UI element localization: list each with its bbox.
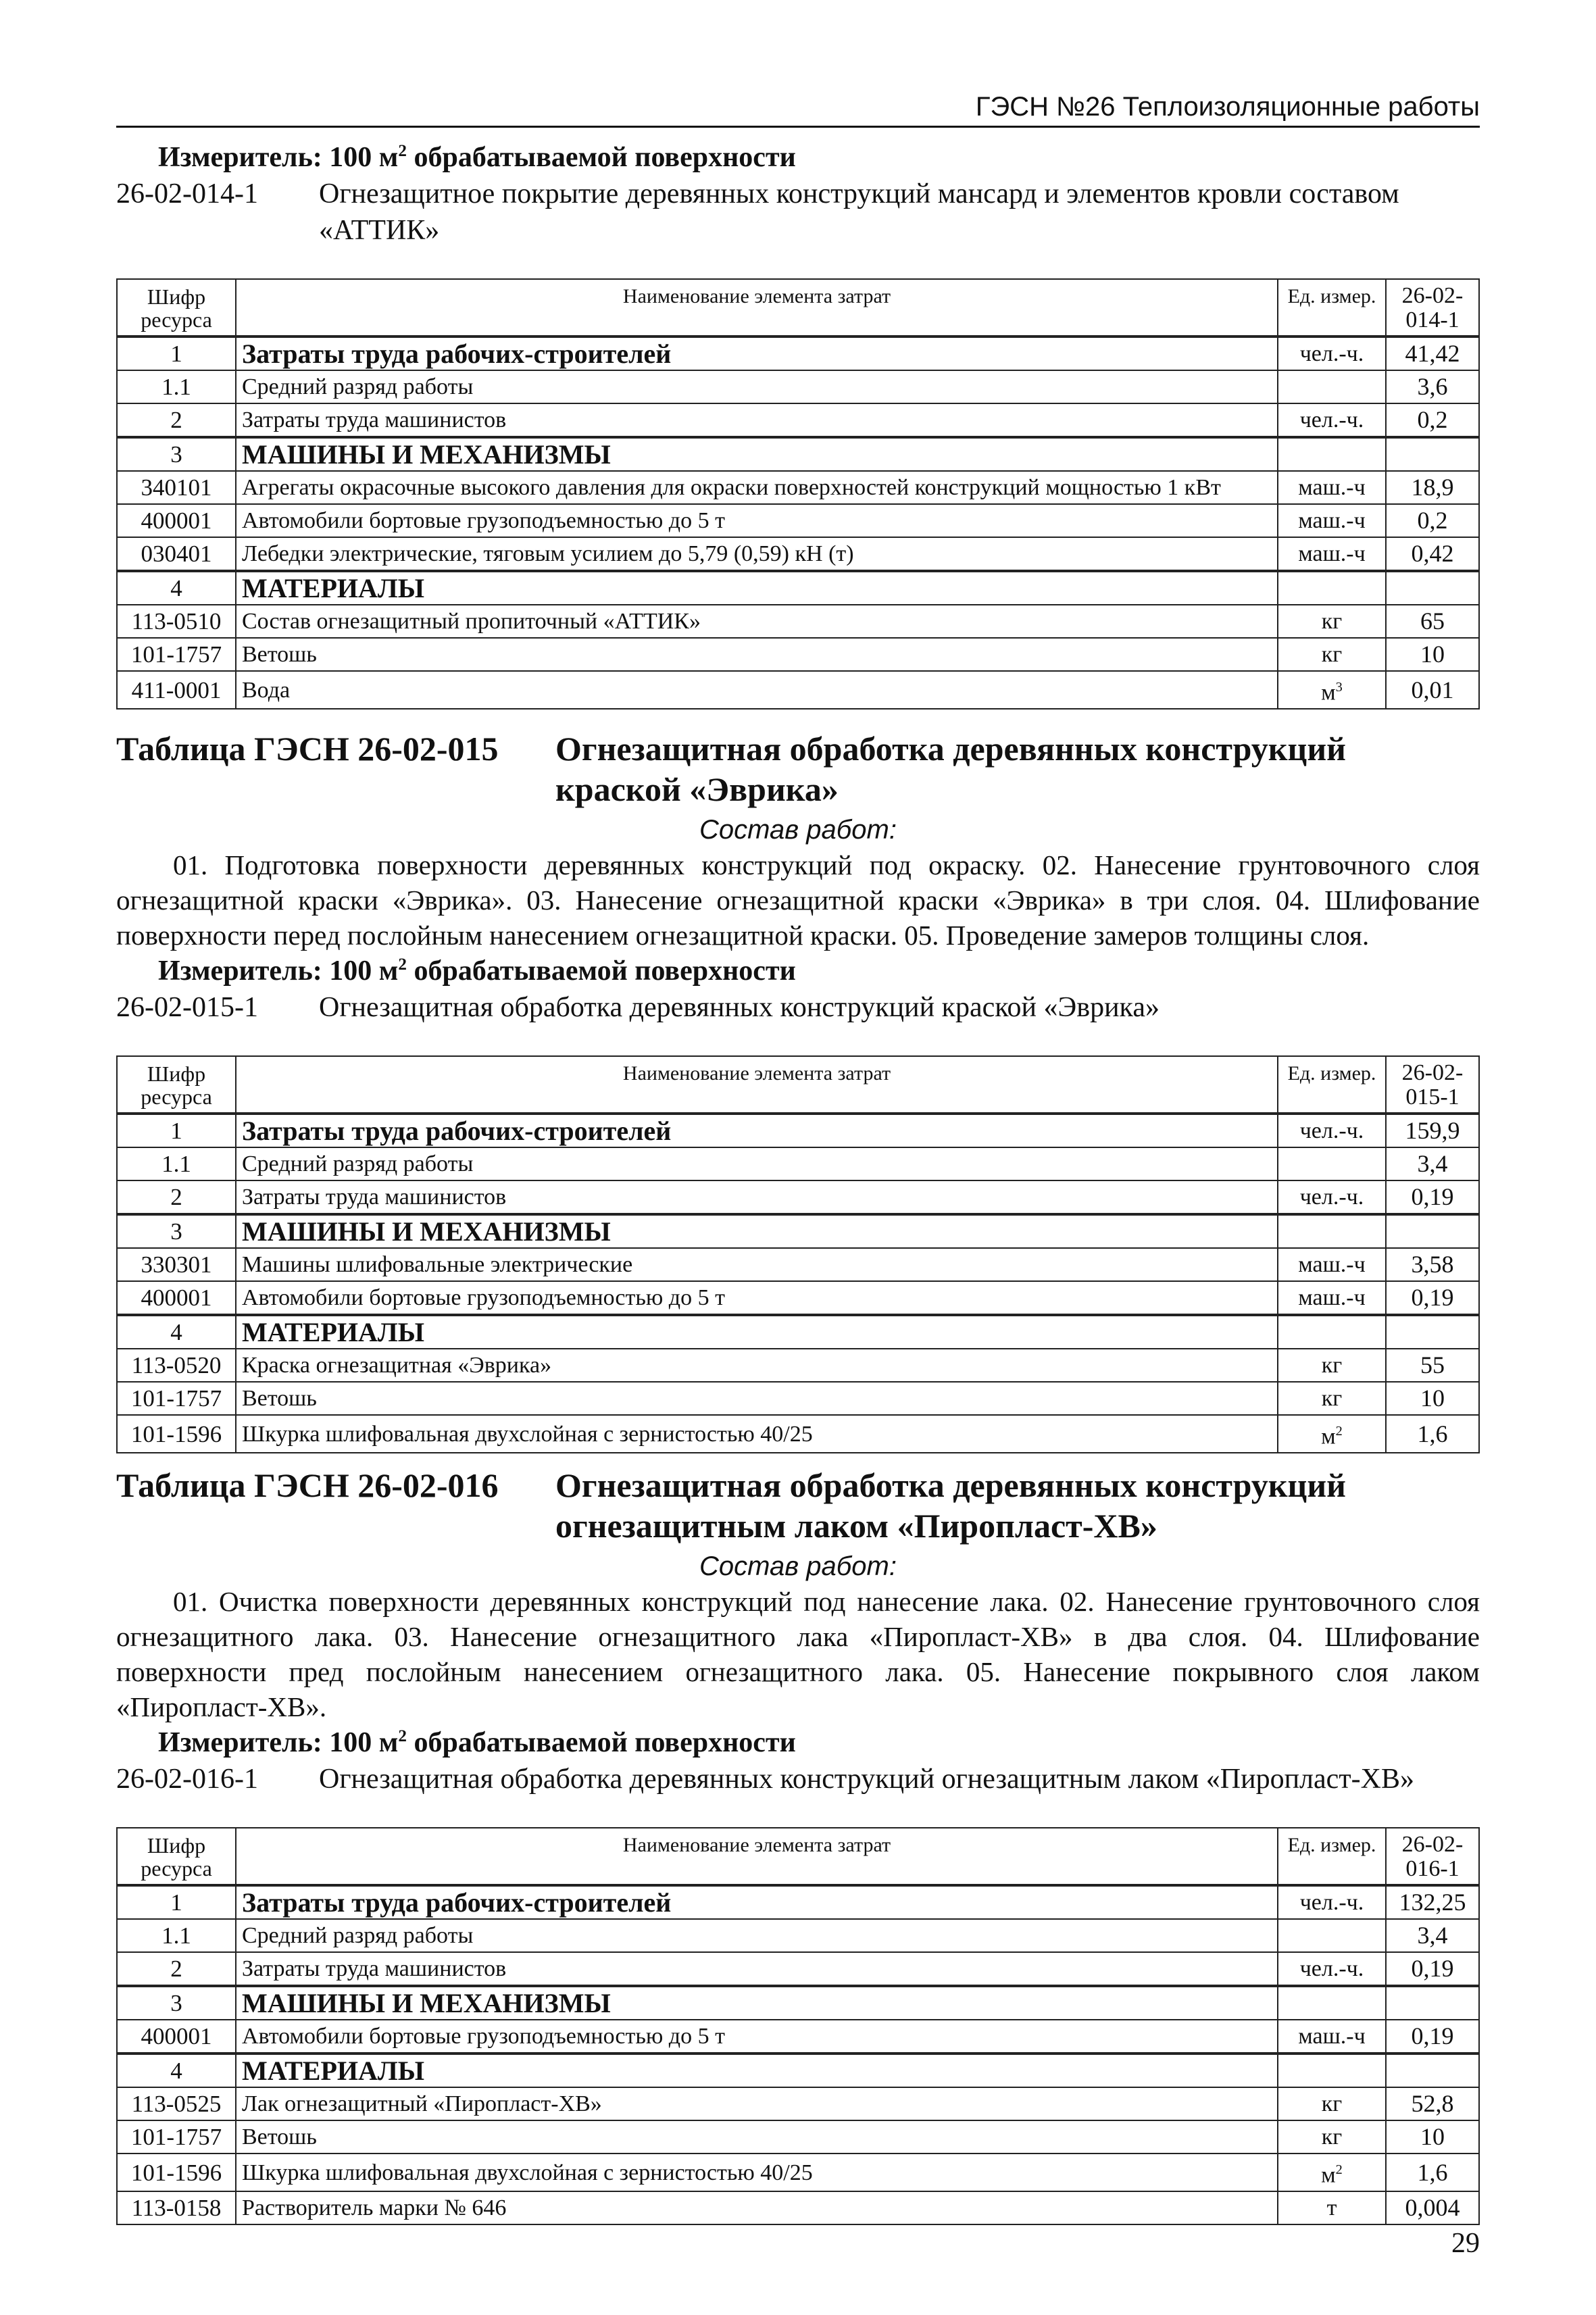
resource-code: 030401 [117,537,236,571]
norm-description: Огнезащитная обработка деревянных конструкций краской «Эврика» [319,992,1159,1023]
resource-unit [1278,571,1386,605]
works-heading: Состав работ: [699,1551,897,1581]
header-value-cell [1386,279,1479,337]
table-row [117,2120,1479,2154]
header-code-cell [117,1828,236,1885]
header-unit-cell: Ед. измер. [1278,1056,1386,1114]
resource-unit [1278,2120,1386,2154]
header-unit-cell: Ед. измер. [1278,279,1386,337]
resource-value: 3,58 [1386,1248,1479,1281]
header-unit-cell: Ед. измер. [1278,1828,1386,1885]
resource-unit [1278,1986,1386,2020]
resource-value: 3,4 [1386,1919,1479,1952]
header-name-cell: Наименование элемента затрат [236,1828,1278,1885]
norm-code-row [116,1761,1480,1797]
resource-name: Автомобили бортовые грузоподъемностью до 5 т [236,504,1278,537]
resource-code: 4 [117,571,236,605]
table-row [117,2087,1479,2120]
resource-value [1386,1986,1479,2020]
section-row [117,437,1479,471]
resource-value: 3,4 [1386,1147,1479,1180]
unit-text: м [1321,680,1336,705]
resource-unit [1278,2053,1386,2087]
header-code-line2: ресурса [141,1085,212,1109]
resource-unit [1278,1415,1386,1453]
resource-code: 1 [117,1114,236,1147]
section-26-02-014 [116,139,1480,710]
resource-code: 400001 [117,2020,236,2053]
table-row [117,1885,1479,1919]
resource-code: 2 [117,1180,236,1214]
resource-value: 0,01 [1386,671,1479,709]
resource-value: 1,6 [1386,2154,1479,2191]
resource-value: 0,2 [1386,504,1479,537]
table-row [117,2154,1479,2191]
resource-value [1386,571,1479,605]
header-code-cell [117,1056,236,1114]
unit-text: кг [1321,642,1343,667]
resource-code: 4 [117,2053,236,2087]
resource-unit [1278,1180,1386,1214]
resource-name: МАШИНЫ И МЕХАНИЗМЫ [236,437,1278,471]
table-label: Таблица ГЭСН 26-02-015 [116,730,499,768]
unit-superscript: 3 [1335,680,1343,695]
resource-value: 159,9 [1386,1114,1479,1147]
resource-table-body [117,1828,1479,2224]
unit-text: т [1326,2195,1337,2221]
meter-line: Измеритель: 100 $м^2$ обрабатываемой поверхности [158,142,796,173]
works-list: 01. Подготовка поверхности деревянных конструкций под окраску. 02. Нанесение грунтовочного слоя огнезащитной краски «Эврика». 03. Нанесение огнезащитной краски «Эврика» в три слоя. 04. Шлифование поверхности перед послойным нанесением огнезащитной краски. 05. Проведение замеров толщины слоя. [116,849,1480,951]
resource-table-body [117,1056,1479,1453]
running-head: ГЭСН №26 Теплоизоляционные работы [116,92,1480,128]
resource-value: 10 [1386,2120,1479,2154]
table-row [117,2191,1479,2224]
table-title [116,1465,1480,1546]
resource-value: 10 [1386,638,1479,671]
unit-text: маш.-ч [1298,541,1366,566]
section-row [117,1214,1479,1248]
resource-code: 1.1 [117,1147,236,1180]
header-name-cell: Наименование элемента затрат [236,1056,1278,1114]
resource-table [116,278,1480,710]
resource-code: 101-1596 [117,2154,236,2191]
resource-code: 3 [117,1214,236,1248]
resource-unit [1278,1919,1386,1952]
resource-code: 113-0520 [117,1349,236,1382]
resource-value: 0,19 [1386,2020,1479,2053]
table-header-row [117,1056,1479,1114]
resource-value: 0,42 [1386,537,1479,571]
resource-value: 18,9 [1386,471,1479,504]
section-row [117,571,1479,605]
resource-value: 55 [1386,1349,1479,1382]
header-value-line1: 26-02- [1401,283,1464,308]
resource-unit [1278,1281,1386,1315]
header-code-line1: Шифр [147,1833,206,1858]
resource-name: Средний разряд работы [236,1919,1278,1952]
resource-name: Автомобили бортовые грузоподъемностью до 5 т [236,1281,1278,1315]
table-header-row [117,279,1479,337]
table-row [117,605,1479,638]
resource-name: Лак огнезащитный «Пиропласт-ХВ» [236,2087,1278,2120]
table-name: Огнезащитная обработка деревянных конструкций краской «Эврика» [555,730,1346,808]
norm-code: 26-02-015-1 [116,992,258,1023]
resource-code: 400001 [117,1281,236,1315]
resource-name: Затраты труда рабочих-строителей [236,1114,1278,1147]
table-row [117,1919,1479,1952]
resource-name: Ветошь [236,2120,1278,2154]
resource-unit [1278,671,1386,709]
unit-text: чел.-ч. [1299,1890,1364,1915]
resource-name: Краска огнезащитная «Эврика» [236,1349,1278,1382]
resource-unit [1278,370,1386,403]
resource-code: 2 [117,403,236,437]
section-row [117,1315,1479,1349]
unit-text: м [1321,2162,1336,2188]
header-value-line2: 014-1 [1405,307,1460,332]
unit-superscript: 2 [1335,2162,1343,2177]
resource-unit [1278,337,1386,370]
table-row [117,1349,1479,1382]
resource-name: Машины шлифовальные электрические [236,1248,1278,1281]
resource-name: Затраты труда рабочих-строителей [236,337,1278,370]
table-row [117,1281,1479,1315]
unit-text: кг [1321,609,1343,634]
header-code-line1: Шифр [147,284,206,309]
unit-superscript: 2 [1335,1424,1343,1439]
works-list: 01. Очистка поверхности деревянных конструкций под нанесение лака. 02. Нанесение грунтовочного слоя огнезащитного лака. 03. Нанесение огнезащитного лака «Пиропласт-ХВ» в два слоя. 04. Шлифование поверхности пред послойным нанесением огнезащитного лака. 05. Нанесение покрывного слоя лаком «Пиропласт-ХВ». [116,1586,1480,1722]
table-row [117,370,1479,403]
header-code-line1: Шифр [147,1062,206,1086]
resource-value: 0,19 [1386,1180,1479,1214]
resource-value: 1,6 [1386,1415,1479,1453]
resource-name: Лебедки электрические, тяговым усилием до 5,79 (0,59) кН (т) [236,537,1278,571]
unit-text: маш.-ч [1298,508,1366,533]
section-26-02-015 [116,728,1480,1453]
table-header-row [117,1828,1479,1885]
unit-text: кг [1321,1353,1343,1378]
resource-code: 411-0001 [117,671,236,709]
table-label: Таблица ГЭСН 26-02-016 [116,1466,499,1504]
resource-name: МАТЕРИАЛЫ [236,2053,1278,2087]
section-26-02-016 [116,1465,1480,2225]
header-value-line2: 015-1 [1405,1085,1460,1110]
table-row [117,1180,1479,1214]
resource-unit [1278,605,1386,638]
resource-unit [1278,537,1386,571]
resource-unit [1278,437,1386,471]
resource-value: 10 [1386,1382,1479,1415]
resource-unit [1278,1147,1386,1180]
resource-name: Агрегаты окрасочные высокого давления для окраски поверхностей конструкций мощностью 1 кВт [236,471,1278,504]
table-row [117,471,1479,504]
table-row [117,537,1479,571]
table-row [117,1952,1479,1986]
resource-code: 3 [117,1986,236,2020]
resource-value: 41,42 [1386,337,1479,370]
meter-line: Измеритель: 100 $м^2$ обрабатываемой поверхности [158,955,796,987]
resource-code: 3 [117,437,236,471]
page-number: 29 [1451,2228,1480,2259]
resource-unit [1278,504,1386,537]
resource-name: Затраты труда машинистов [236,1180,1278,1214]
header-name-cell: Наименование элемента затрат [236,279,1278,337]
resource-unit [1278,2020,1386,2053]
resource-code: 2 [117,1952,236,1986]
resource-value: 0,19 [1386,1281,1479,1315]
header-code-cell [117,279,236,337]
resource-value: 52,8 [1386,2087,1479,2120]
resource-name: МАТЕРИАЛЫ [236,571,1278,605]
unit-text: чел.-ч. [1299,1956,1364,1981]
unit-text: м [1321,1424,1336,1449]
resource-unit [1278,403,1386,437]
resource-code: 1.1 [117,370,236,403]
unit-text: чел.-ч. [1299,341,1364,366]
resource-unit [1278,1885,1386,1919]
section-row [117,2053,1479,2087]
resource-value: 65 [1386,605,1479,638]
resource-name: Вода [236,671,1278,709]
table-row [117,1147,1479,1180]
resource-value: 3,6 [1386,370,1479,403]
resource-code: 4 [117,1315,236,1349]
resource-unit [1278,471,1386,504]
table-row [117,1415,1479,1453]
resource-code: 113-0158 [117,2191,236,2224]
header-value-line2: 016-1 [1405,1856,1460,1881]
resource-name: Затраты труда машинистов [236,1952,1278,1986]
norm-code-row [116,989,1480,1026]
unit-text: кг [1321,2091,1343,2116]
resource-name: Средний разряд работы [236,1147,1278,1180]
table-row [117,671,1479,709]
norm-code: 26-02-014-1 [116,178,258,209]
resource-table [116,1055,1480,1453]
table-row [117,638,1479,671]
header-code-line2: ресурса [141,1856,212,1881]
resource-code: 330301 [117,1248,236,1281]
resource-name: Затраты труда машинистов [236,403,1278,437]
resource-code: 101-1757 [117,638,236,671]
unit-text: маш.-ч [1298,1252,1366,1277]
resource-unit [1278,1382,1386,1415]
resource-code: 1 [117,1885,236,1919]
resource-unit [1278,1214,1386,1248]
resource-name: МАТЕРИАЛЫ [236,1315,1278,1349]
resource-unit [1278,1952,1386,1986]
table-title [116,728,1480,810]
resource-value: 0,2 [1386,403,1479,437]
resource-code: 1 [117,337,236,370]
table-row [117,403,1479,437]
resource-name: МАШИНЫ И МЕХАНИЗМЫ [236,1986,1278,2020]
unit-text: маш.-ч [1298,1285,1366,1310]
table-row [117,2020,1479,2053]
resource-table [116,1827,1480,2225]
header-value-cell [1386,1056,1479,1114]
unit-text: кг [1321,1386,1343,1411]
unit-text: кг [1321,2124,1343,2149]
resource-unit [1278,1248,1386,1281]
resource-value: 0,004 [1386,2191,1479,2224]
resource-code: 113-0525 [117,2087,236,2120]
resource-value: 0,19 [1386,1952,1479,1986]
resource-unit [1278,638,1386,671]
resource-unit [1278,2087,1386,2120]
resource-name: Средний разряд работы [236,370,1278,403]
resource-unit [1278,2191,1386,2224]
resource-code: 101-1757 [117,2120,236,2154]
resource-code: 340101 [117,471,236,504]
table-row [117,1114,1479,1147]
resource-name: Шкурка шлифовальная двухслойная с зернистостью 40/25 [236,2154,1278,2191]
meter-line: Измеритель: 100 $м^2$ обрабатываемой поверхности [158,1727,796,1758]
table-row [117,504,1479,537]
norm-code: 26-02-016-1 [116,1764,258,1795]
resource-code: 400001 [117,504,236,537]
resource-value [1386,1214,1479,1248]
resource-name: Автомобили бортовые грузоподъемностью до 5 т [236,2020,1278,2053]
norm-description: Огнезащитное покрытие деревянных конструкций мансард и элементов кровли составом «АТТИК» [319,178,1399,246]
resource-name: Затраты труда рабочих-строителей [236,1885,1278,1919]
resource-unit [1278,2154,1386,2191]
resource-value [1386,1315,1479,1349]
resource-name: Шкурка шлифовальная двухслойная с зернистостью 40/25 [236,1415,1278,1453]
unit-text: чел.-ч. [1299,1185,1364,1210]
resource-name: Ветошь [236,638,1278,671]
header-value-line1: 26-02- [1401,1832,1464,1857]
unit-text: чел.-ч. [1299,407,1364,432]
header-value-line1: 26-02- [1401,1060,1464,1085]
resource-name: МАШИНЫ И МЕХАНИЗМЫ [236,1214,1278,1248]
resource-name: Ветошь [236,1382,1278,1415]
header-code-line2: ресурса [141,307,212,332]
norm-description: Огнезащитная обработка деревянных конструкций огнезащитным лаком «Пиропласт-ХВ» [319,1764,1414,1795]
resource-unit [1278,1114,1386,1147]
table-row [117,337,1479,370]
resource-name: Растворитель марки № 646 [236,2191,1278,2224]
table-row [117,1248,1479,1281]
table-row [117,1382,1479,1415]
unit-text: чел.-ч. [1299,1118,1364,1143]
unit-text: маш.-ч [1298,475,1366,500]
resource-code: 113-0510 [117,605,236,638]
resource-value [1386,437,1479,471]
resource-code: 1.1 [117,1919,236,1952]
header-value-cell [1386,1828,1479,1885]
resource-name: Состав огнезащитный пропиточный «АТТИК» [236,605,1278,638]
resource-code: 101-1596 [117,1415,236,1453]
resource-unit [1278,1315,1386,1349]
resource-code: 101-1757 [117,1382,236,1415]
section-row [117,1986,1479,2020]
works-heading: Состав работ: [699,815,897,845]
resource-table-body [117,279,1479,709]
resource-value: 132,25 [1386,1885,1479,1919]
resource-unit [1278,1349,1386,1382]
resource-value [1386,2053,1479,2087]
norm-code-row [116,176,1480,249]
table-name: Огнезащитная обработка деревянных конструкций огнезащитным лаком «Пиропласт-ХВ» [555,1466,1346,1545]
unit-text: маш.-ч [1298,2024,1366,2049]
